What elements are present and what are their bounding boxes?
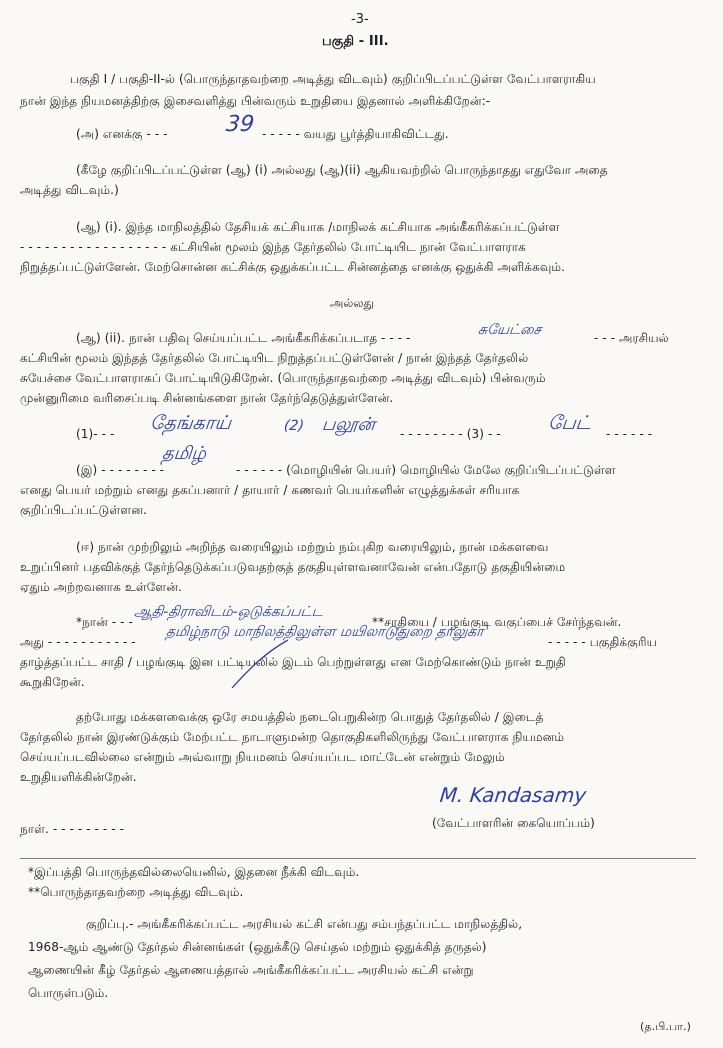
elections-line-1: தற்போது மக்களவைக்கு ஒரே சமயத்தில் நடைபெறுகின்ற பொதுத் தேர்தலில் / இடைத் (76, 710, 544, 724)
age-value: 39 (224, 112, 256, 137)
symbol-3-label: - - - - - - - - (3) - - (400, 427, 501, 441)
intro-line-1: பகுதி I / பகுதி-II-ல் (பொருந்தாதவற்றை அடித்து விடவும்) குறிப்பிடப்பட்டுள்ள வேட்பாளராகிய (70, 72, 596, 86)
section-a-i-line-1: (ஆ) (i). இந்த மாநிலத்தில் தேசியக் கட்சியாக /மாநிலக் கட்சியாக அங்கீகரிக்கப்பட்டுள்ள (76, 220, 560, 234)
caste-line-4: கூறுகிறேன். (20, 675, 85, 689)
section-a-ii-line-4: முன்னுரிமை வரிசைப்படி சின்னங்களை நான் தேர்ந்தெடுத்துள்ளேன். (20, 391, 394, 405)
intro-line-2: நான் இந்த நியமனத்திற்கு இசைவளித்து பின்வரும் உறுதியை இதனால் அளிக்கிறேன்:- (20, 94, 491, 108)
symbol-1-label: (1)- - - (76, 427, 115, 441)
section-a-i-line-2: - - - - - - - - - - - - - - - - - - கட்சியின் மூலம் இந்த தேர்தலில் போட்டியிட நான் வேட்பாளராக (20, 240, 526, 254)
footer-code: (த.பி.பா.) (640, 1020, 692, 1033)
signature-caption: (வேட்பாளரின் கையொப்பம்) (432, 816, 595, 830)
elections-line-4: உறுதியளிக்கின்றேன். (20, 770, 137, 784)
footnote-divider (20, 858, 696, 859)
candidate-signature: M. Kandasamy (438, 783, 588, 807)
date-label: நாள். - - - - - - - - - (20, 822, 125, 836)
instruction-line-2: அடித்து விடவும்.) (20, 183, 119, 197)
part-title: பகுதி - III. (322, 34, 389, 49)
remark-line-2: 1968-ஆம் ஆண்டு தேர்தல் சின்னங்கள் (ஒதுக்கீடு செய்தல் மற்றும் ஒதுக்கித் தருதல்) (28, 940, 487, 954)
elections-line-3: செய்யப்படவில்லை என்றும் அவ்வாறு நியமனம் செய்யப்பட மாட்டேன் என்றும் மேலும் (20, 750, 505, 764)
caste-line-3: தாழ்த்தப்பட்ட சாதி / பழங்குடி இன பட்டியலில் இடம் பெற்றுள்ளது என மேற்கொண்டும் நான் உறுதி (20, 655, 566, 669)
language-line-2: எனது பெயர் மற்றும் எனது தகப்பனார் / தாயார் / கணவர் பெயர்களின் எழுத்துக்கள் சரியாக (20, 483, 520, 497)
declaration-line-3: ஏதும் அற்றவனாக உள்ளேன். (20, 580, 182, 594)
instruction-line-1: (கீழே குறிப்பிடப்பட்டுள்ள (ஆ) (i) அல்லது (ஆ)(ii) ஆகியவற்றில் பொருந்தாதது எதுவோ அதை (76, 163, 608, 177)
remark-line-4: பொருள்படும். (28, 986, 109, 1000)
handwritten-strike-mark (230, 638, 290, 690)
remark-line-1: குறிப்பு.- அங்கீகரிக்கப்பட்ட அரசியல் கட்சி என்பது சம்பந்தப்பட்ட மாநிலத்தில், (86, 917, 523, 931)
page-number: -3- (351, 12, 369, 27)
caste-suffix: **சாதியை / பழங்குடி வகுப்பைச் சேர்ந்தவன். (372, 615, 622, 629)
declaration-line-1: (ஈ) நான் முற்றிலும் அறிந்த வரையிலும் மற்றும் நம்புகிற வரையிலும், நான் மக்களவை (76, 540, 549, 554)
language-suffix: - - - - - - (மொழியின் பெயர்) மொழியில் மேலே குறிப்பிடப்பட்டுள்ள (236, 463, 616, 477)
symbol-3: பேட் (547, 412, 593, 434)
age-prefix: (அ) எனக்கு - - - (76, 127, 168, 141)
caste-line-2-suffix: - - - - - பகுதிக்குரிய (548, 635, 657, 649)
symbols-trail: - - - - - - (606, 427, 653, 441)
symbol-2-label: (2) (283, 418, 305, 434)
section-a-i-line-3: நிறுத்தப்பட்டுள்ளேன். மேற்சொன்ன கட்சிக்கு ஒதுக்கப்பட்ட சின்னத்தை எனக்கு ஒதுக்கி அளிக்கவும். (20, 260, 566, 274)
caste-prefix: *நான் - - - (76, 615, 133, 629)
remark-line-3: ஆணையின் கீழ் தேர்தல் ஆணையத்தால் அங்கீகரிக்கப்பட்ட அரசியல் கட்சி என்று (28, 963, 474, 977)
section-a-ii-line-1: (ஆ) (ii). நான் பதிவு செய்யப்பட்ட அங்கீகரிக்கப்படாத - - - - (76, 331, 411, 345)
state-value: தமிழ்நாடு மாநிலத்திலுள்ள மயிலாடுதுறை தாலுகா (165, 624, 485, 640)
caste-value: ஆதி-திராவிடம்-ஒடுக்கப்பட்ட (133, 604, 324, 620)
elections-line-2: தேர்தலில் நான் இரண்டுக்கும் மேற்பட்ட நாடாளுமன்ற தொகுதிகளிலிருந்து வேட்பாளராக நியமனம் (20, 730, 565, 744)
section-a-ii-line-1-end: - - - அரசியல் (594, 331, 669, 345)
declaration-line-2: உறுப்பினர் பதவிக்குத் தேர்ந்தெடுக்கப்படுவதற்குத் தகுதியுள்ளவனாவேன் என்பதோடு தகுதியின்மை (20, 560, 566, 574)
language-line-3: குறிப்பிடப்பட்டுள்ளன. (20, 503, 147, 517)
language-value: தமிழ் (161, 443, 208, 464)
footnote-1: *இப்பத்தி பொருந்தவில்லையெனில், இதனை நீக்கி விடவும். (28, 865, 360, 879)
or-separator: அல்லது (330, 296, 375, 310)
age-suffix: - - - - - வயது பூர்த்தியாகிவிட்டது. (262, 127, 449, 141)
section-a-ii-line-2: கட்சியின் மூலம் இந்தத் தேர்தலில் போட்டியிட நிறுத்தப்பட்டுள்ளேன் / நான் இந்தத் தேர்தலில் (20, 351, 529, 365)
section-a-ii-line-3: சுயேச்சை வேட்பாளராகப் போட்டியிடுகிறேன். (பொருந்தாதவற்றை அடித்து விடவும்) பின்வரும் (20, 371, 546, 385)
language-prefix: (இ) - - - - - - - - (76, 463, 165, 477)
symbol-2: பலூன் (321, 414, 377, 435)
footnote-2: **பொருந்தாதவற்றை அடித்து விடவும். (28, 885, 244, 899)
caste-line-2-prefix: அது - - - - - - - - - - - (20, 635, 136, 649)
party-handwritten: சுயேட்சை (477, 322, 543, 338)
symbol-1: தேங்காய் (149, 412, 233, 434)
